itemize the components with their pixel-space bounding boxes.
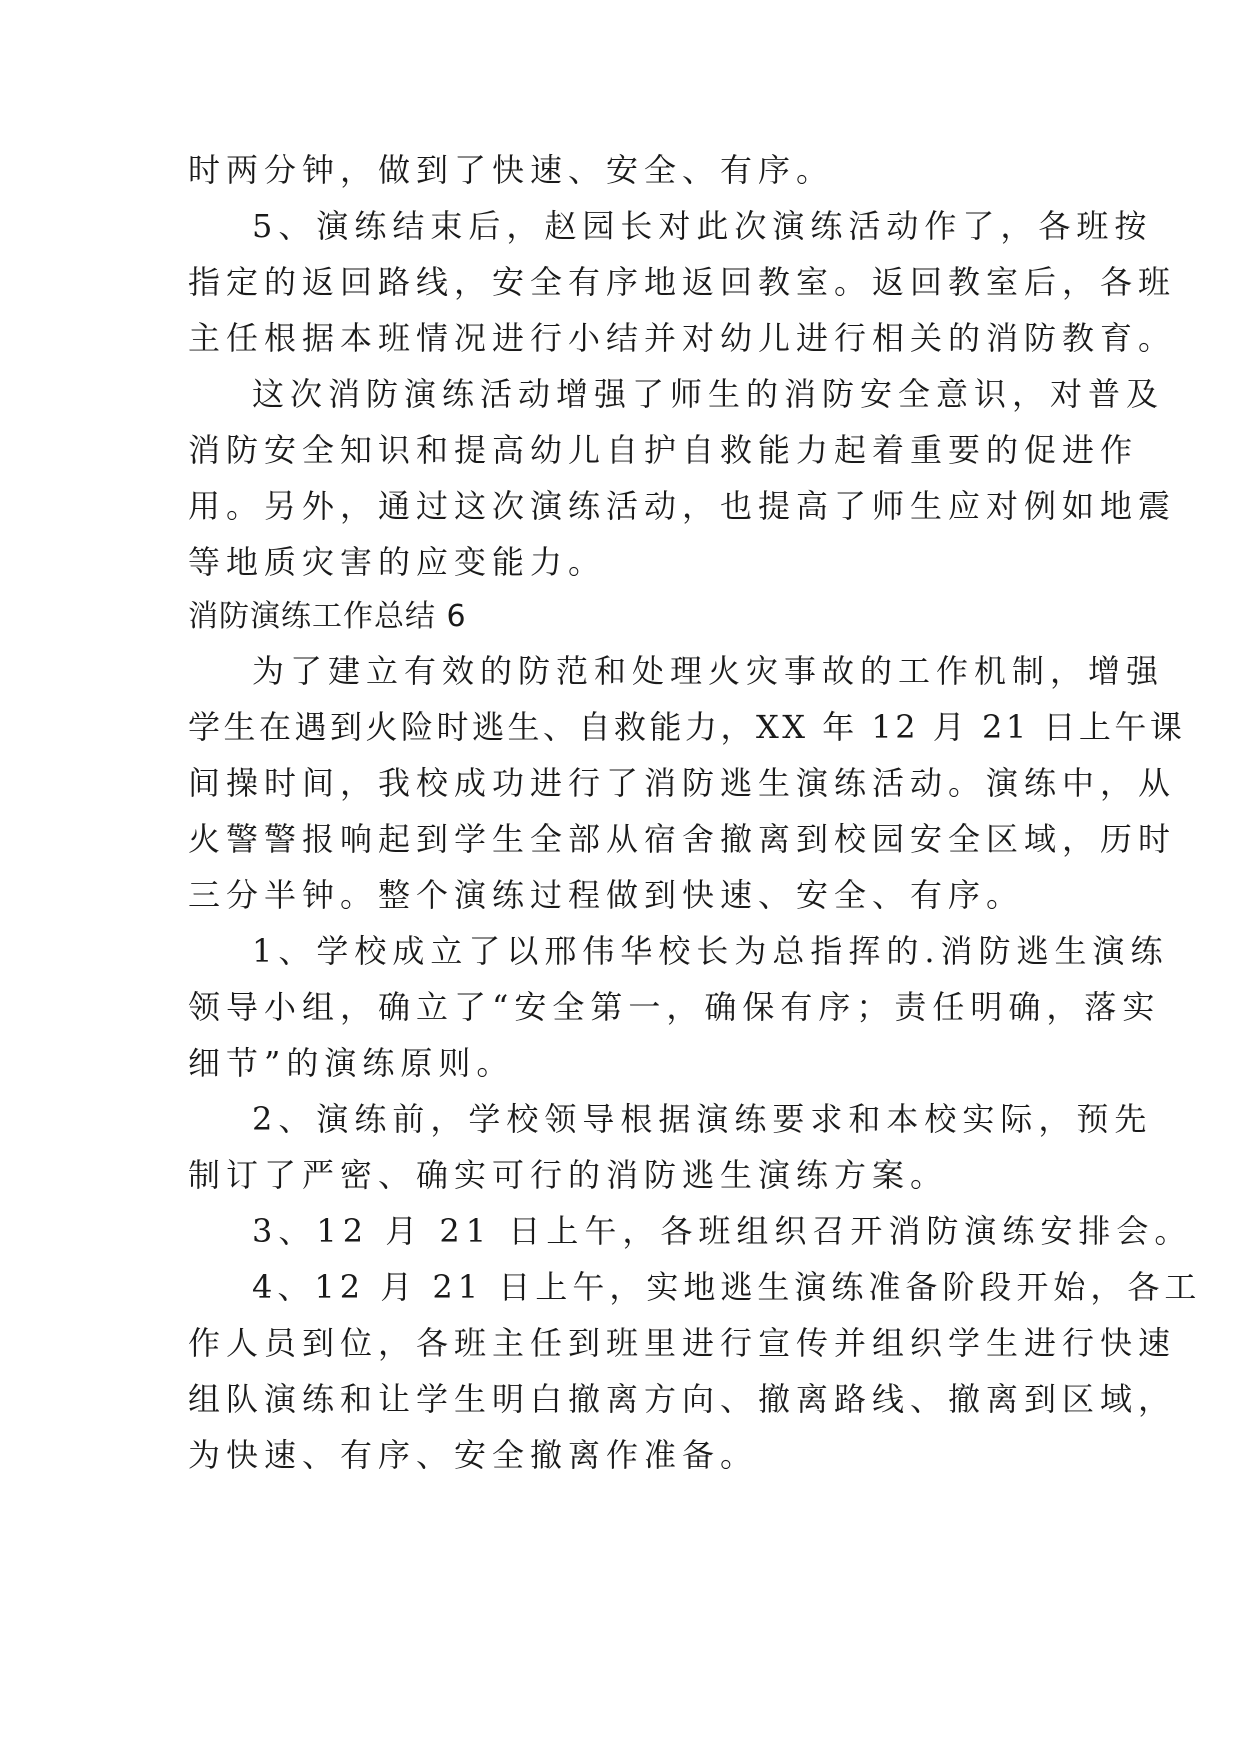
paragraph-line: 消防安全知识和提高幼儿自护自救能力起着重要的促进作 [188,431,1139,469]
paragraph-line: 这次消防演练活动增强了师生的消防安全意识，对普及 [252,375,1165,413]
paragraph-line: 作人员到位，各班主任到班里进行宣传并组织学生进行快速 [188,1324,1177,1362]
paragraph-line: 5、演练结束后，赵园长对此次演练活动作了，各班按 [252,207,1153,245]
paragraph-line: 火警警报响起到学生全部从宿舍撤离到校园安全区域，历时 [188,820,1177,858]
paragraph-line: 为了建立有效的防范和处理火灾事故的工作机制，增强 [252,652,1165,690]
paragraph-line: 用。另外，通过这次演练活动，也提高了师生应对例如地震 [188,487,1177,525]
paragraph-line: 指定的返回路线，安全有序地返回教室。返回教室后，各班 [188,263,1177,301]
paragraph-line: 间操时间，我校成功进行了消防逃生演练活动。演练中，从 [188,764,1177,802]
paragraph-line: 等地质灾害的应变能力。 [188,543,607,581]
paragraph-line: 为快速、有序、安全撤离作准备。 [188,1436,759,1474]
section-heading: 消防演练工作总结 6 [188,599,467,634]
paragraph-line: 1、学校成立了以邢伟华校长为总指挥的.消防逃生演练 [252,932,1169,970]
paragraph-line: 学生在遇到火险时逃生、自救能力，XX 年 12 月 21 日上午课 [188,708,1186,746]
paragraph-line: 领导小组，确立了“安全第一，确保有序；责任明确，落实 [188,988,1161,1026]
paragraph-line: 2、演练前，学校领导根据演练要求和本校实际，预先 [252,1100,1153,1138]
paragraph-line: 细节”的演练原则。 [188,1044,515,1082]
paragraph-line: 3、12 月 21 日上午，各班组织召开消防演练安排会。 [252,1212,1193,1250]
paragraph-line: 主任根据本班情况进行小结并对幼儿进行相关的消防教育。 [188,319,1177,357]
paragraph-line: 组队演练和让学生明白撤离方向、撤离路线、撤离到区域， [188,1380,1177,1418]
paragraph-line: 制订了严密、确实可行的消防逃生演练方案。 [188,1156,949,1194]
paragraph-line: 时两分钟，做到了快速、安全、有序。 [188,151,835,189]
paragraph-line: 三分半钟。整个演练过程做到快速、安全、有序。 [188,876,1025,914]
paragraph-line: 4、12 月 21 日上午，实地逃生演练准备阶段开始，各工 [252,1268,1202,1306]
